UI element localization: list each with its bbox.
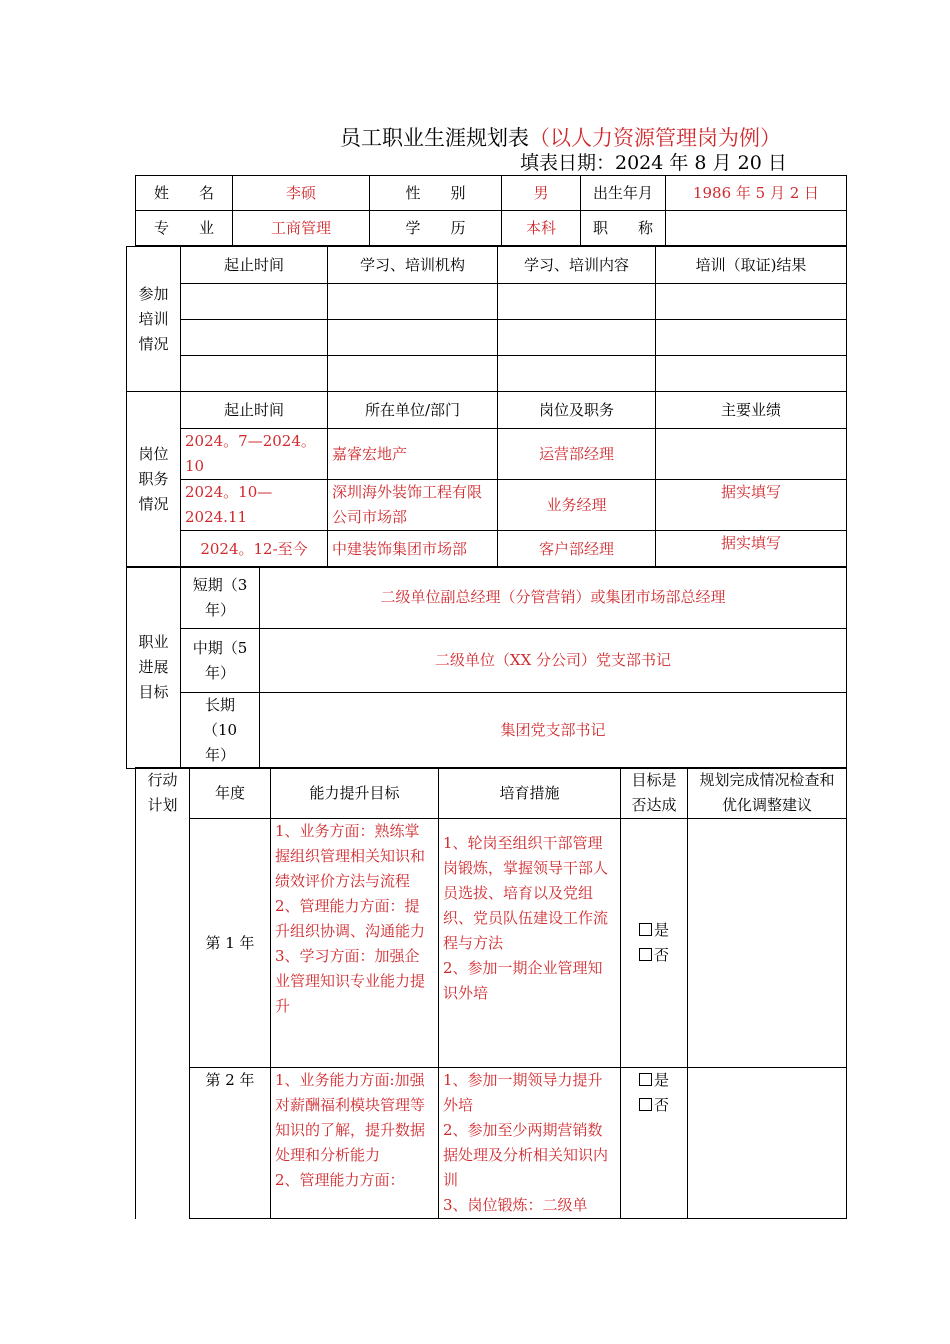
jobs-header-unit: 所在单位/部门: [328, 392, 498, 429]
training-header-content: 学习、培训内容: [498, 247, 656, 284]
job-unit: 嘉睿宏地产: [328, 429, 498, 480]
education-value: 本科: [502, 211, 581, 246]
plan-review: [688, 1068, 847, 1219]
training-row: [127, 284, 847, 320]
plan-ability: 1、业务方面：熟练掌握组织管理相关知识和绩效评价方法与流程 2、管理能力方面：提升组织协调、沟通能力 3、学习方面：加强企业管理知识专业能力提升: [271, 819, 439, 1068]
education-label: 学 历: [370, 211, 502, 246]
table-row: [127, 480, 847, 531]
name-value: 李硕: [233, 176, 370, 211]
job-title-value: [666, 211, 847, 246]
jobs-header-performance: 主要业绩: [656, 392, 847, 429]
page-title: 员工职业生涯规划表（以人力资源管理岗为例）: [340, 126, 781, 150]
plan-header-year: 年度: [190, 768, 271, 819]
job-post: 运营部经理: [498, 429, 656, 480]
gender-label: 性 别: [370, 176, 502, 211]
job-performance: 据实填写: [656, 531, 847, 568]
checkbox-icon: [639, 1073, 652, 1086]
table-row: [127, 429, 847, 480]
name-label: 姓 名: [136, 176, 233, 211]
career-goals-table: [126, 566, 847, 769]
training-section-label: 参加培训情况: [127, 247, 181, 392]
training-header-org: 学习、培训机构: [328, 247, 498, 284]
goal-text: 二级单位副总经理（分管营销）或集团市场部总经理: [260, 567, 847, 629]
training-header-time: 起止时间: [181, 247, 328, 284]
training-row: [127, 356, 847, 392]
plan-section-label: 行动计划: [136, 768, 190, 1219]
job-post: 业务经理: [498, 480, 656, 531]
goal-text: 集团党支部书记: [260, 693, 847, 769]
job-title-label: 职 称: [581, 211, 666, 246]
job-time: 2024。10—2024.11: [181, 480, 328, 531]
birth-value: 1986 年 5 月 2 日: [666, 176, 847, 211]
job-unit: 中建装饰集团市场部: [328, 531, 498, 568]
checkbox-yes[interactable]: 是: [625, 918, 683, 943]
checkbox-icon: [639, 923, 652, 936]
training-row: [127, 320, 847, 356]
table-row: [127, 531, 847, 568]
plan-measure: 1、轮岗至组织干部管理岗锻炼，掌握领导干部人员选拔、培育以及党组织、党员队伍建设工作流程与方法 2、参加一期企业管理知识外培: [439, 819, 621, 1068]
job-performance: [656, 429, 847, 480]
job-time: 2024。7—2024。10: [181, 429, 328, 480]
checkbox-icon: [639, 948, 652, 961]
job-history-table: [126, 391, 847, 568]
plan-header-ability: 能力提升目标: [271, 768, 439, 819]
checkbox-no[interactable]: 否: [625, 1093, 683, 1118]
major-value: 工商管理: [233, 211, 370, 246]
job-post: 客户部经理: [498, 531, 656, 568]
major-label: 专 业: [136, 211, 233, 246]
checkbox-no[interactable]: 否: [625, 943, 683, 968]
jobs-header-time: 起止时间: [181, 392, 328, 429]
job-performance: 据实填写: [656, 480, 847, 531]
basic-info-table: [135, 175, 847, 246]
training-header-result: 培训（取证)结果: [656, 247, 847, 284]
checkbox-yes[interactable]: 是: [625, 1068, 683, 1093]
fill-date: 填表日期：2024 年 8 月 20 日: [520, 152, 787, 174]
jobs-header-post: 岗位及职务: [498, 392, 656, 429]
table-row: [136, 819, 847, 1068]
plan-year: 第 1 年: [190, 819, 271, 1068]
plan-ability: 1、业务能力方面:加强对薪酬福利模块管理等知识的了解，提升数据处理和分析能力 2、管理能力方面：: [271, 1068, 439, 1219]
checkbox-icon: [639, 1098, 652, 1111]
goals-section-label: 职业进展目标: [127, 567, 181, 769]
plan-header-achieved: 目标是否达成: [621, 768, 688, 819]
plan-measure: 1、参加一期领导力提升外培 2、参加至少两期营销数据处理及分析相关知识内训 3、岗位锻炼：二级单: [439, 1068, 621, 1219]
goal-term: 长期（10 年）: [181, 693, 260, 769]
action-plan-table: [135, 767, 847, 1219]
jobs-section-label: 岗位职务情况: [127, 392, 181, 568]
table-row: [136, 1068, 847, 1219]
plan-header-review: 规划完成情况检查和优化调整建议: [688, 768, 847, 819]
plan-header-measure: 培育措施: [439, 768, 621, 819]
gender-value: 男: [502, 176, 581, 211]
plan-review: [688, 819, 847, 1068]
training-table: [126, 246, 847, 392]
birth-label: 出生年月: [581, 176, 666, 211]
job-time: 2024。12-至今: [181, 531, 328, 568]
goal-text: 二级单位（XX 分公司）党支部书记: [260, 629, 847, 693]
job-unit: 深圳海外装饰工程有限公司市场部: [328, 480, 498, 531]
plan-year: 第 2 年: [190, 1068, 271, 1219]
goal-term: 短期（3 年）: [181, 567, 260, 629]
goal-term: 中期（5 年）: [181, 629, 260, 693]
